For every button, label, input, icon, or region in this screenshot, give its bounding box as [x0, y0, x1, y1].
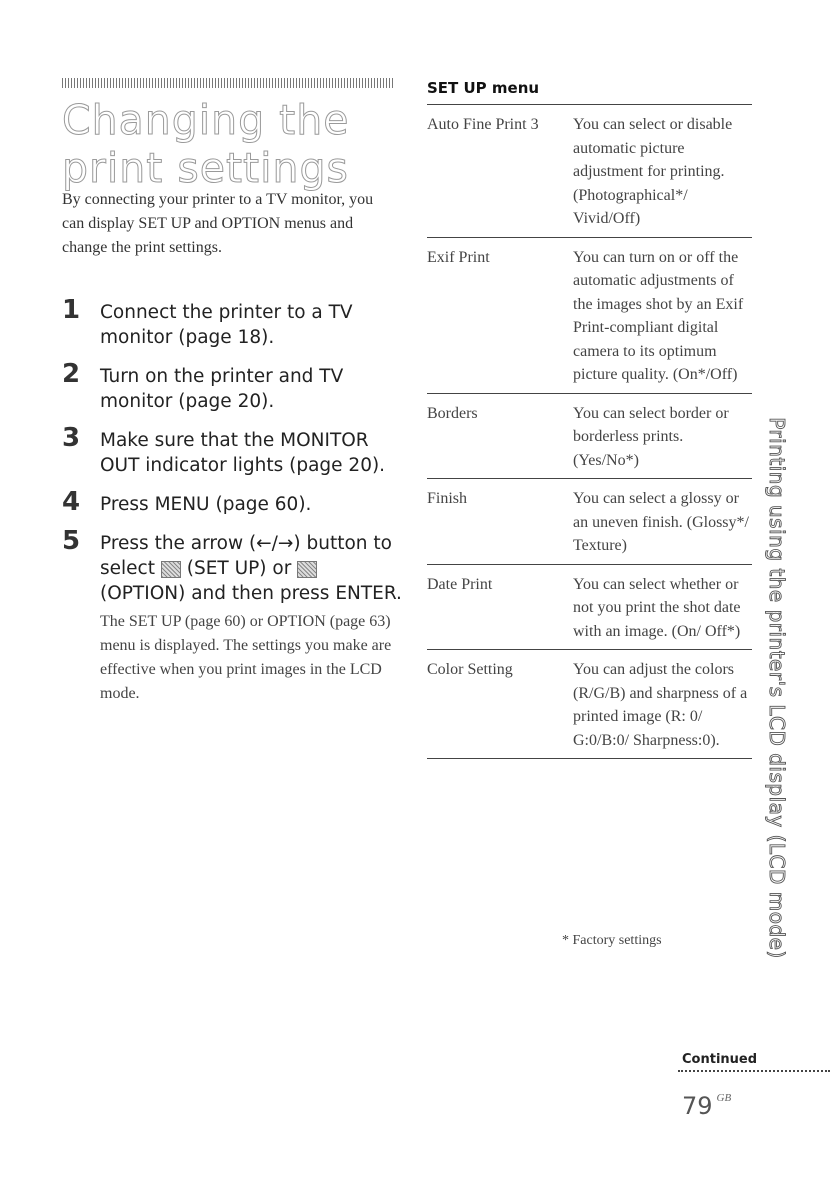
step-list — [62, 295, 402, 720]
factory-settings-footnote: * Factory settings — [562, 933, 662, 948]
step-text-c: (OPTION) and then press ENTER. — [100, 583, 402, 604]
setting-name: Borders — [427, 404, 478, 422]
step-2 — [62, 359, 402, 414]
setting-description: You can select or disable automatic picture adjustment for printing. (Photographical*/ Vivid/Off) — [573, 116, 733, 227]
chapter-side-tab — [753, 416, 801, 959]
step-5 — [62, 526, 402, 706]
step-note: The SET UP (page 60) or OPTION (page 63) menu is displayed. The settings you make are effective when you print images in the LCD mode. — [100, 613, 392, 702]
setting-description: You can select a glossy or an uneven finish. (Glossy*/ Texture) — [573, 490, 749, 554]
setting-name: Date Print — [427, 575, 493, 593]
step-number: 2 — [62, 359, 81, 389]
setting-name: Finish — [427, 490, 468, 507]
table-row — [427, 479, 752, 565]
step-text: Make sure that the MONITOR OUT indicator lights (page 20). — [100, 430, 386, 476]
intro-paragraph: By connecting your printer to a TV monitor, you can display SET UP and OPTION menus and change the print settings. — [62, 191, 374, 256]
section-title: Changing the print settings — [62, 96, 350, 192]
step-3 — [62, 423, 402, 478]
setting-name: Exif Print — [427, 248, 490, 266]
step-text: Press MENU (page 60). — [100, 494, 312, 515]
chapter-side-tab-label: Printing using the printer's LCD display (LCD mode) — [765, 416, 789, 959]
step-4 — [62, 487, 402, 517]
step-text: Turn on the printer and TV monitor (page 20). — [100, 366, 344, 412]
step-number: 5 — [62, 526, 81, 556]
page-number-value: 79 — [682, 1092, 713, 1120]
table-row — [427, 393, 752, 479]
step-text-b: (SET UP) or — [186, 558, 292, 579]
step-number: 3 — [62, 423, 81, 453]
setting-description: You can turn on or off the automatic adjustments of the images shot by an Exif Print-compliant digital camera to its optimum picture quality. (On*/Off) — [573, 248, 744, 383]
menu-heading: SET UP menu — [427, 79, 540, 97]
step-text: Connect the printer to a TV monitor (page 18). — [100, 302, 353, 348]
setup-menu-table — [427, 104, 752, 759]
step-1 — [62, 295, 402, 350]
table-row — [427, 237, 752, 393]
table-row — [427, 564, 752, 650]
step-number: 4 — [62, 487, 81, 517]
page-number-suffix: GB — [716, 1092, 732, 1104]
setting-name: Auto Fine Print 3 — [427, 116, 539, 133]
table-row — [427, 105, 752, 238]
table-row — [427, 650, 752, 759]
setting-description: You can adjust the colors (R/G/B) and sharpness of a printed image (R: 0/ G:0/B:0/ Sharpness:0). — [573, 661, 748, 749]
setup-menu-icon — [161, 561, 181, 578]
setting-description: You can select whether or not you print the shot date with an image. (On/ Off*) — [573, 575, 741, 640]
setting-name: Color Setting — [427, 661, 513, 678]
option-menu-icon — [297, 561, 317, 578]
step-number: 1 — [62, 295, 81, 325]
step-text-a: Press the arrow (←/→) button to select — [100, 533, 392, 579]
continued-label: Continued — [682, 1052, 758, 1067]
title-decoration — [62, 78, 394, 88]
setting-description: You can select border or borderless prints. (Yes/No*) — [573, 404, 729, 469]
continued-divider — [678, 1070, 830, 1072]
page-number — [682, 1092, 731, 1120]
